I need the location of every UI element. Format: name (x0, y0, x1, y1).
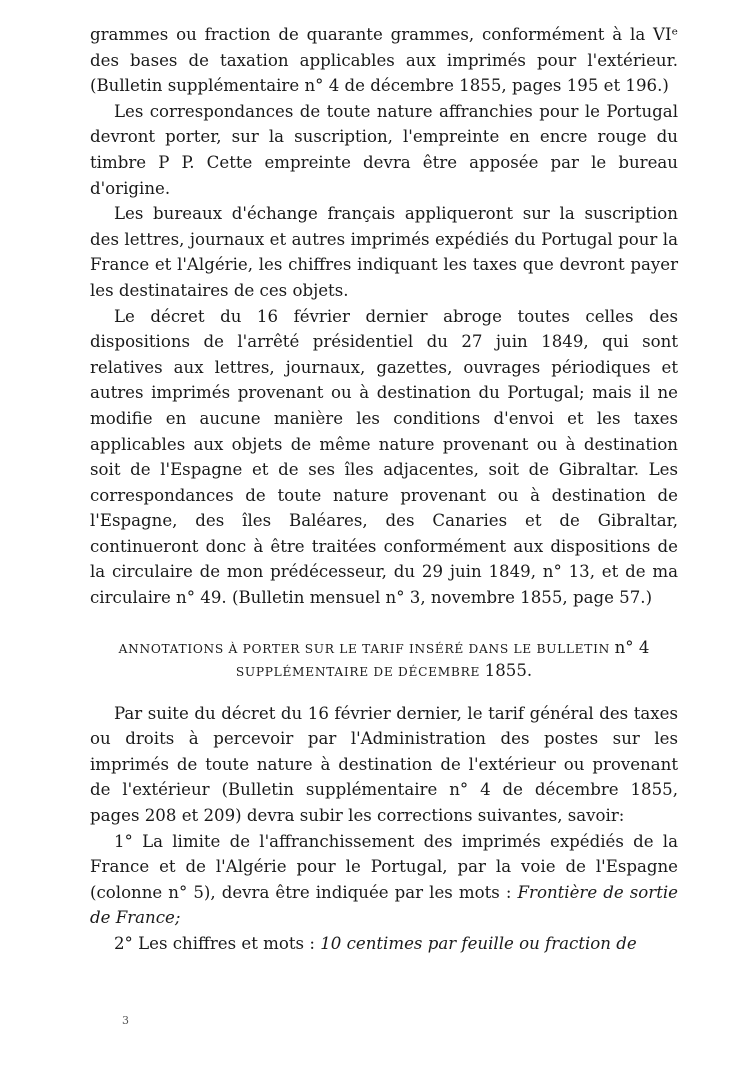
correction-2-italic: 10 centimes par feuille ou fraction de (320, 934, 637, 953)
paragraph-exchange-offices: Les bureaux d'échange français appliqueront sur la suscription des lettres, journaux et autres imprimés expédiés du Portugal pour la France et l'Algérie, les chiffres indiquant les taxes que devront payer les destinataires de ces objets. (90, 204, 678, 300)
document-page (90, 22, 678, 957)
heading-line-1-text: ANNOTATIONS À PORTER SUR LE TARIF INSÉRÉ DANS LE BULLETIN (118, 641, 610, 656)
correction-2-text: 2° Les chiffres et mots : (114, 934, 315, 953)
paragraph-correction-1 (90, 829, 678, 931)
heading-line-2-text: SUPPLÉMENTAIRE DE DÉCEMBRE (235, 664, 481, 679)
heading-line-1 (90, 637, 678, 660)
heading-line-2 (90, 660, 678, 683)
heading-line-1-number: n° 4 (614, 637, 650, 657)
paragraph-correction-2 (90, 931, 678, 957)
paragraph-continuation: grammes ou fraction de quarante grammes, conformément à la VIᵉ des bases de taxation applicables aux imprimés pour l'extérieur. (Bulletin supplémentaire n° 4 de décembre 1855, pages 195 et 196.) (90, 25, 678, 96)
paragraph-decree: Le décret du 16 février dernier abroge toutes celles des dispositions de l'arrêté présidentiel du 27 juin 1849, qui sont relatives aux lettres, journaux, gazettes, ouvrages périodiques et autres imprimés provenant ou à destination du Portugal; mais il ne modifie en aucune manière les conditions d'envoi et les taxes applicables aux objets de même nature provenant ou à destination soit de l'Espagne et de ses îles adjacentes, soit de Gibraltar. Les correspondances de toute nature provenant ou à destination de l'Espagne, des îles Baléares, des Canaries et de Gibraltar, continueront donc à être traitées conformément aux dispositions de la circulaire de mon prédécesseur, du 29 juin 1849, n° 13, et de ma circulaire n° 49. (Bulletin mensuel n° 3, novembre 1855, page 57.) (90, 306, 678, 608)
page-mark: 3 (122, 1014, 129, 1027)
paragraph-portugal-stamp: Les correspondances de toute nature affranchies pour le Portugal devront porter, sur la suscription, l'empreinte en encre rouge du timbre P P. Cette empreinte devra être apposée par le bureau d'origine. (90, 101, 678, 198)
correction-1-italic: Frontière de sortie de France; (90, 882, 678, 928)
correction-1-text: 1° La limite de l'affranchissement des imprimés expédiés de la France et de l'Algérie pour le Portugal, par la voie de l'Espagne (colonne n° 5), devra être indiquée par les mots : (90, 831, 678, 902)
section-heading (90, 637, 678, 683)
heading-line-2-number: 1855. (484, 660, 533, 680)
paragraph-tariff-corrections: Par suite du décret du 16 février dernier, le tarif général des taxes ou droits à percevoir par l'Administration des postes sur les imprimés de toute nature à destination de l'extérieur ou provenant de l'extérieur (Bulletin supplémentaire n° 4 de décembre 1855, pages 208 et 209) devra subir les corrections suivantes, savoir: (90, 703, 678, 826)
